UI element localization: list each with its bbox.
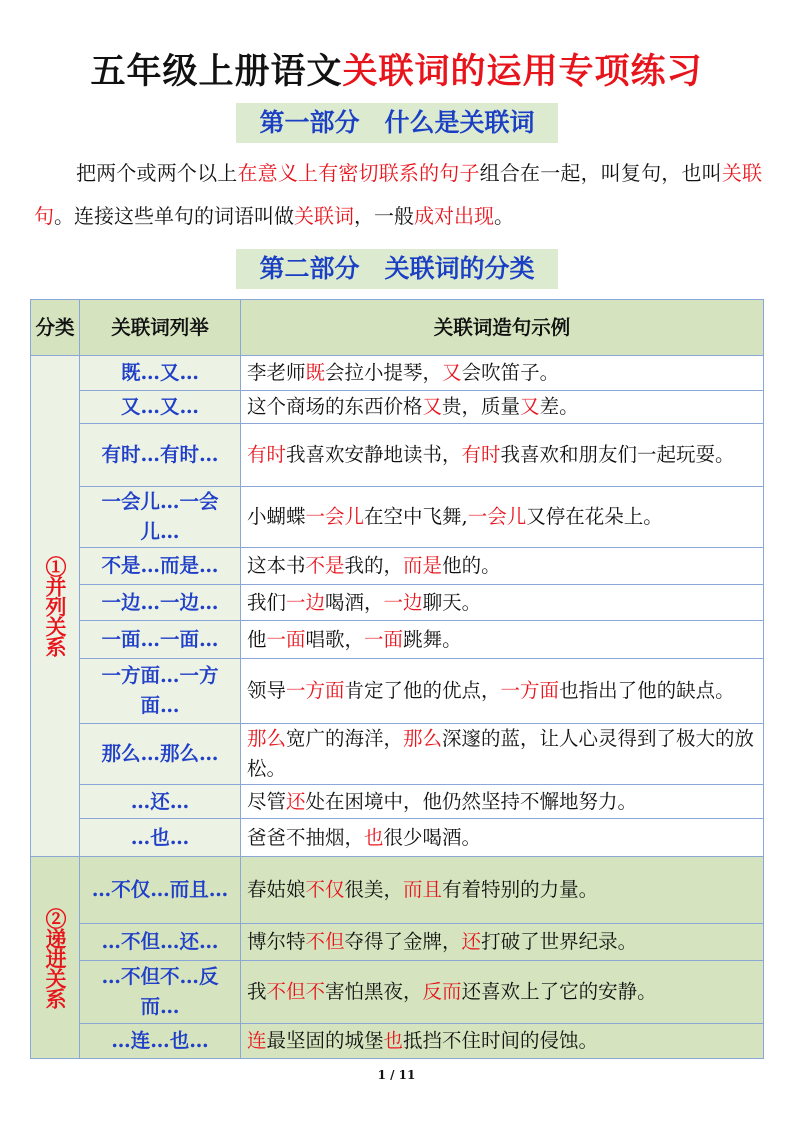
- highlighted-conjunction: 一方面: [500, 679, 560, 702]
- highlighted-conjunction: 还: [286, 789, 306, 813]
- sentence-text: 又停在花朵上。: [526, 505, 663, 528]
- highlighted-conjunction: 不但不: [266, 980, 326, 1003]
- sentence-text: 打破了世界纪录。: [481, 930, 638, 953]
- highlighted-conjunction: 那么: [403, 727, 443, 750]
- highlighted-conjunction: 成对出现: [414, 204, 494, 228]
- example-sentence: [241, 356, 764, 391]
- sentence-text: 他的。: [442, 554, 501, 577]
- example-sentence: [241, 785, 764, 819]
- table-row: [31, 424, 764, 487]
- page-number: 1 / 11: [377, 1068, 416, 1082]
- conjunction-pair: …不但不…反而…: [80, 961, 241, 1024]
- highlighted-conjunction: 一会儿: [305, 505, 365, 528]
- sentence-text: 很少喝酒。: [383, 825, 482, 849]
- example-sentence: [241, 391, 764, 424]
- page-title: [0, 44, 793, 94]
- highlighted-conjunction: 一面: [364, 627, 404, 651]
- conjunction-pair: …还…: [80, 785, 241, 819]
- highlighted-conjunction: 一边: [383, 590, 423, 614]
- sentence-text: 会吹笛子。: [461, 361, 560, 384]
- sentence-text: 春姑娘: [247, 878, 306, 901]
- sentence-text: 把两个或两个以上: [76, 161, 238, 185]
- highlighted-conjunction: 不但: [305, 930, 345, 953]
- sentence-text: 最坚固的城堡: [266, 1029, 384, 1052]
- table-row: [31, 785, 764, 819]
- highlighted-conjunction: 在意义上有密切联系的句子: [237, 161, 480, 185]
- highlighted-conjunction: 也: [364, 825, 384, 849]
- table-row: [31, 356, 764, 391]
- sentence-text: 尽管: [247, 789, 287, 813]
- conjunction-pair: 一方面…一方面…: [80, 659, 241, 724]
- highlighted-conjunction: 不仅: [305, 878, 345, 901]
- conjunction-pair: 一面…一面…: [80, 621, 241, 659]
- sentence-text: 爸爸不抽烟，: [247, 825, 365, 849]
- sentence-text: 喝酒，: [325, 590, 384, 614]
- sentence-text: 贵，质量: [442, 395, 521, 418]
- conjunction-pair: 一边…一边…: [80, 585, 241, 621]
- highlighted-conjunction: 而是: [403, 554, 443, 577]
- highlighted-conjunction: 又: [520, 395, 540, 418]
- sentence-text: 很美，: [344, 878, 404, 901]
- conjunction-pair: …连…也…: [80, 1024, 241, 1059]
- sentence-text: 唱歌，: [305, 627, 365, 651]
- sentence-text: 也指出了他的缺点。: [559, 679, 735, 702]
- sentence-text: 这本书: [247, 554, 306, 577]
- table-row: [31, 548, 764, 585]
- header-examples: 关联词造句示例: [241, 300, 764, 356]
- example-sentence: [241, 585, 764, 621]
- highlighted-conjunction: 又: [442, 361, 462, 384]
- title-black: 五年级上册语文: [90, 51, 343, 92]
- conjunction-pair: 又…又…: [80, 391, 241, 424]
- sentence-text: 我: [247, 980, 267, 1003]
- example-sentence: [241, 961, 764, 1024]
- example-sentence: [241, 548, 764, 585]
- table-row: [31, 659, 764, 724]
- highlighted-conjunction: 一边: [286, 590, 326, 614]
- conjunction-pair: 有时…有时…: [80, 424, 241, 487]
- table-row: [31, 1024, 764, 1059]
- example-sentence: [241, 424, 764, 487]
- highlighted-conjunction: 有时: [461, 443, 501, 466]
- sentence-text: 。: [494, 204, 514, 228]
- sentence-text: 。连接这些单句的词语叫做: [54, 204, 294, 228]
- table-row: [31, 391, 764, 424]
- sentence-text: 小蝴蝶: [247, 505, 306, 528]
- table-row: [31, 621, 764, 659]
- highlighted-conjunction: 一面: [266, 627, 306, 651]
- highlighted-conjunction: 而且: [403, 878, 443, 901]
- header-category: 分类: [31, 300, 80, 356]
- sentence-text: 我的，: [344, 554, 404, 577]
- sentence-text: 组合在一起，叫复句，也叫: [479, 161, 722, 185]
- category-cell: ②递进关系: [31, 857, 80, 1059]
- table-row: [31, 924, 764, 961]
- sentence-text: 这个商场的东西价格: [247, 395, 423, 418]
- sentence-text: 抵挡不住时间的侵蚀。: [403, 1029, 599, 1052]
- sentence-text: 有着特别的力量。: [442, 878, 599, 901]
- highlighted-conjunction: 那么: [247, 727, 287, 750]
- highlighted-conjunction: 连: [247, 1029, 267, 1052]
- example-sentence: [241, 924, 764, 961]
- highlighted-conjunction: 关联词: [294, 204, 354, 228]
- sentence-text: 夺得了金牌，: [344, 930, 462, 953]
- sentence-text: 害怕黑夜，: [325, 980, 423, 1003]
- conjunction-table: [30, 299, 764, 1059]
- sentence-text: 他: [247, 627, 267, 651]
- sentence-text: 聊天。: [422, 590, 482, 614]
- sentence-text: 会拉小提琴，: [325, 361, 443, 384]
- highlighted-conjunction: 也: [383, 1029, 404, 1052]
- example-sentence: [241, 724, 764, 785]
- table-row: [31, 857, 764, 924]
- title-red: 关联词的运用专项练习: [342, 51, 703, 92]
- section-heading-part2: 第二部分 关联词的分类: [236, 249, 558, 289]
- example-sentence: [241, 857, 764, 924]
- highlighted-conjunction: 还: [461, 930, 482, 953]
- example-sentence: [241, 487, 764, 548]
- conjunction-pair: …不但…还…: [80, 924, 241, 961]
- table-row: [31, 819, 764, 857]
- sentence-text: 在空中飞舞,: [364, 505, 468, 528]
- conjunction-pair: …不仅…而且…: [80, 857, 241, 924]
- category-cell: ①并列关系: [31, 356, 80, 857]
- sentence-text: 博尔特: [247, 930, 306, 953]
- highlighted-conjunction: 一会儿: [467, 505, 527, 528]
- conjunction-pair: 那么…那么…: [80, 724, 241, 785]
- highlighted-conjunction: 既: [305, 361, 326, 384]
- table-row: [31, 585, 764, 621]
- sentence-text: ，一般: [354, 204, 414, 228]
- highlighted-conjunction: 一方面: [286, 679, 345, 702]
- sentence-text: 我们: [247, 590, 287, 614]
- section-heading-part1: 第一部分 什么是关联词: [236, 103, 558, 143]
- header-keywords: 关联词列举: [80, 300, 241, 356]
- sentence-text: 跳舞。: [403, 627, 462, 651]
- highlighted-conjunction: 关联句: [34, 161, 763, 228]
- example-sentence: [241, 621, 764, 659]
- highlighted-conjunction: 不是: [305, 554, 345, 577]
- highlighted-conjunction: 又: [422, 395, 443, 418]
- conjunction-pair: 既…又…: [80, 356, 241, 391]
- example-sentence: [241, 819, 764, 857]
- highlighted-conjunction: 反而: [422, 980, 462, 1003]
- conjunction-pair: …也…: [80, 819, 241, 857]
- sentence-text: 我喜欢和朋友们一起玩耍。: [500, 443, 735, 466]
- sentence-text: 差。: [539, 395, 579, 418]
- sentence-text: 我喜欢安静地读书，: [286, 443, 462, 466]
- table-row: [31, 961, 764, 1024]
- sentence-text: 领导: [247, 679, 287, 702]
- example-sentence: [241, 659, 764, 724]
- sentence-text: 深邃的蓝，让人心灵得到了极大的放松。: [247, 727, 755, 780]
- conjunction-pair: 不是…而是…: [80, 548, 241, 585]
- sentence-text: 还喜欢上了它的安静。: [461, 980, 657, 1003]
- conjunction-pair: 一会儿…一会儿…: [80, 487, 241, 548]
- table-row: [31, 724, 764, 785]
- highlighted-conjunction: 有时: [247, 443, 287, 466]
- sentence-text: 宽广的海洋，: [286, 727, 404, 750]
- table-row: [31, 487, 764, 548]
- sentence-text: 肯定了他的优点，: [344, 679, 501, 702]
- sentence-text: 处在困境中，他仍然坚持不懈地努力。: [305, 789, 638, 813]
- sentence-text: 李老师: [247, 361, 306, 384]
- example-sentence: [241, 1024, 764, 1059]
- definition-paragraph: [34, 152, 762, 238]
